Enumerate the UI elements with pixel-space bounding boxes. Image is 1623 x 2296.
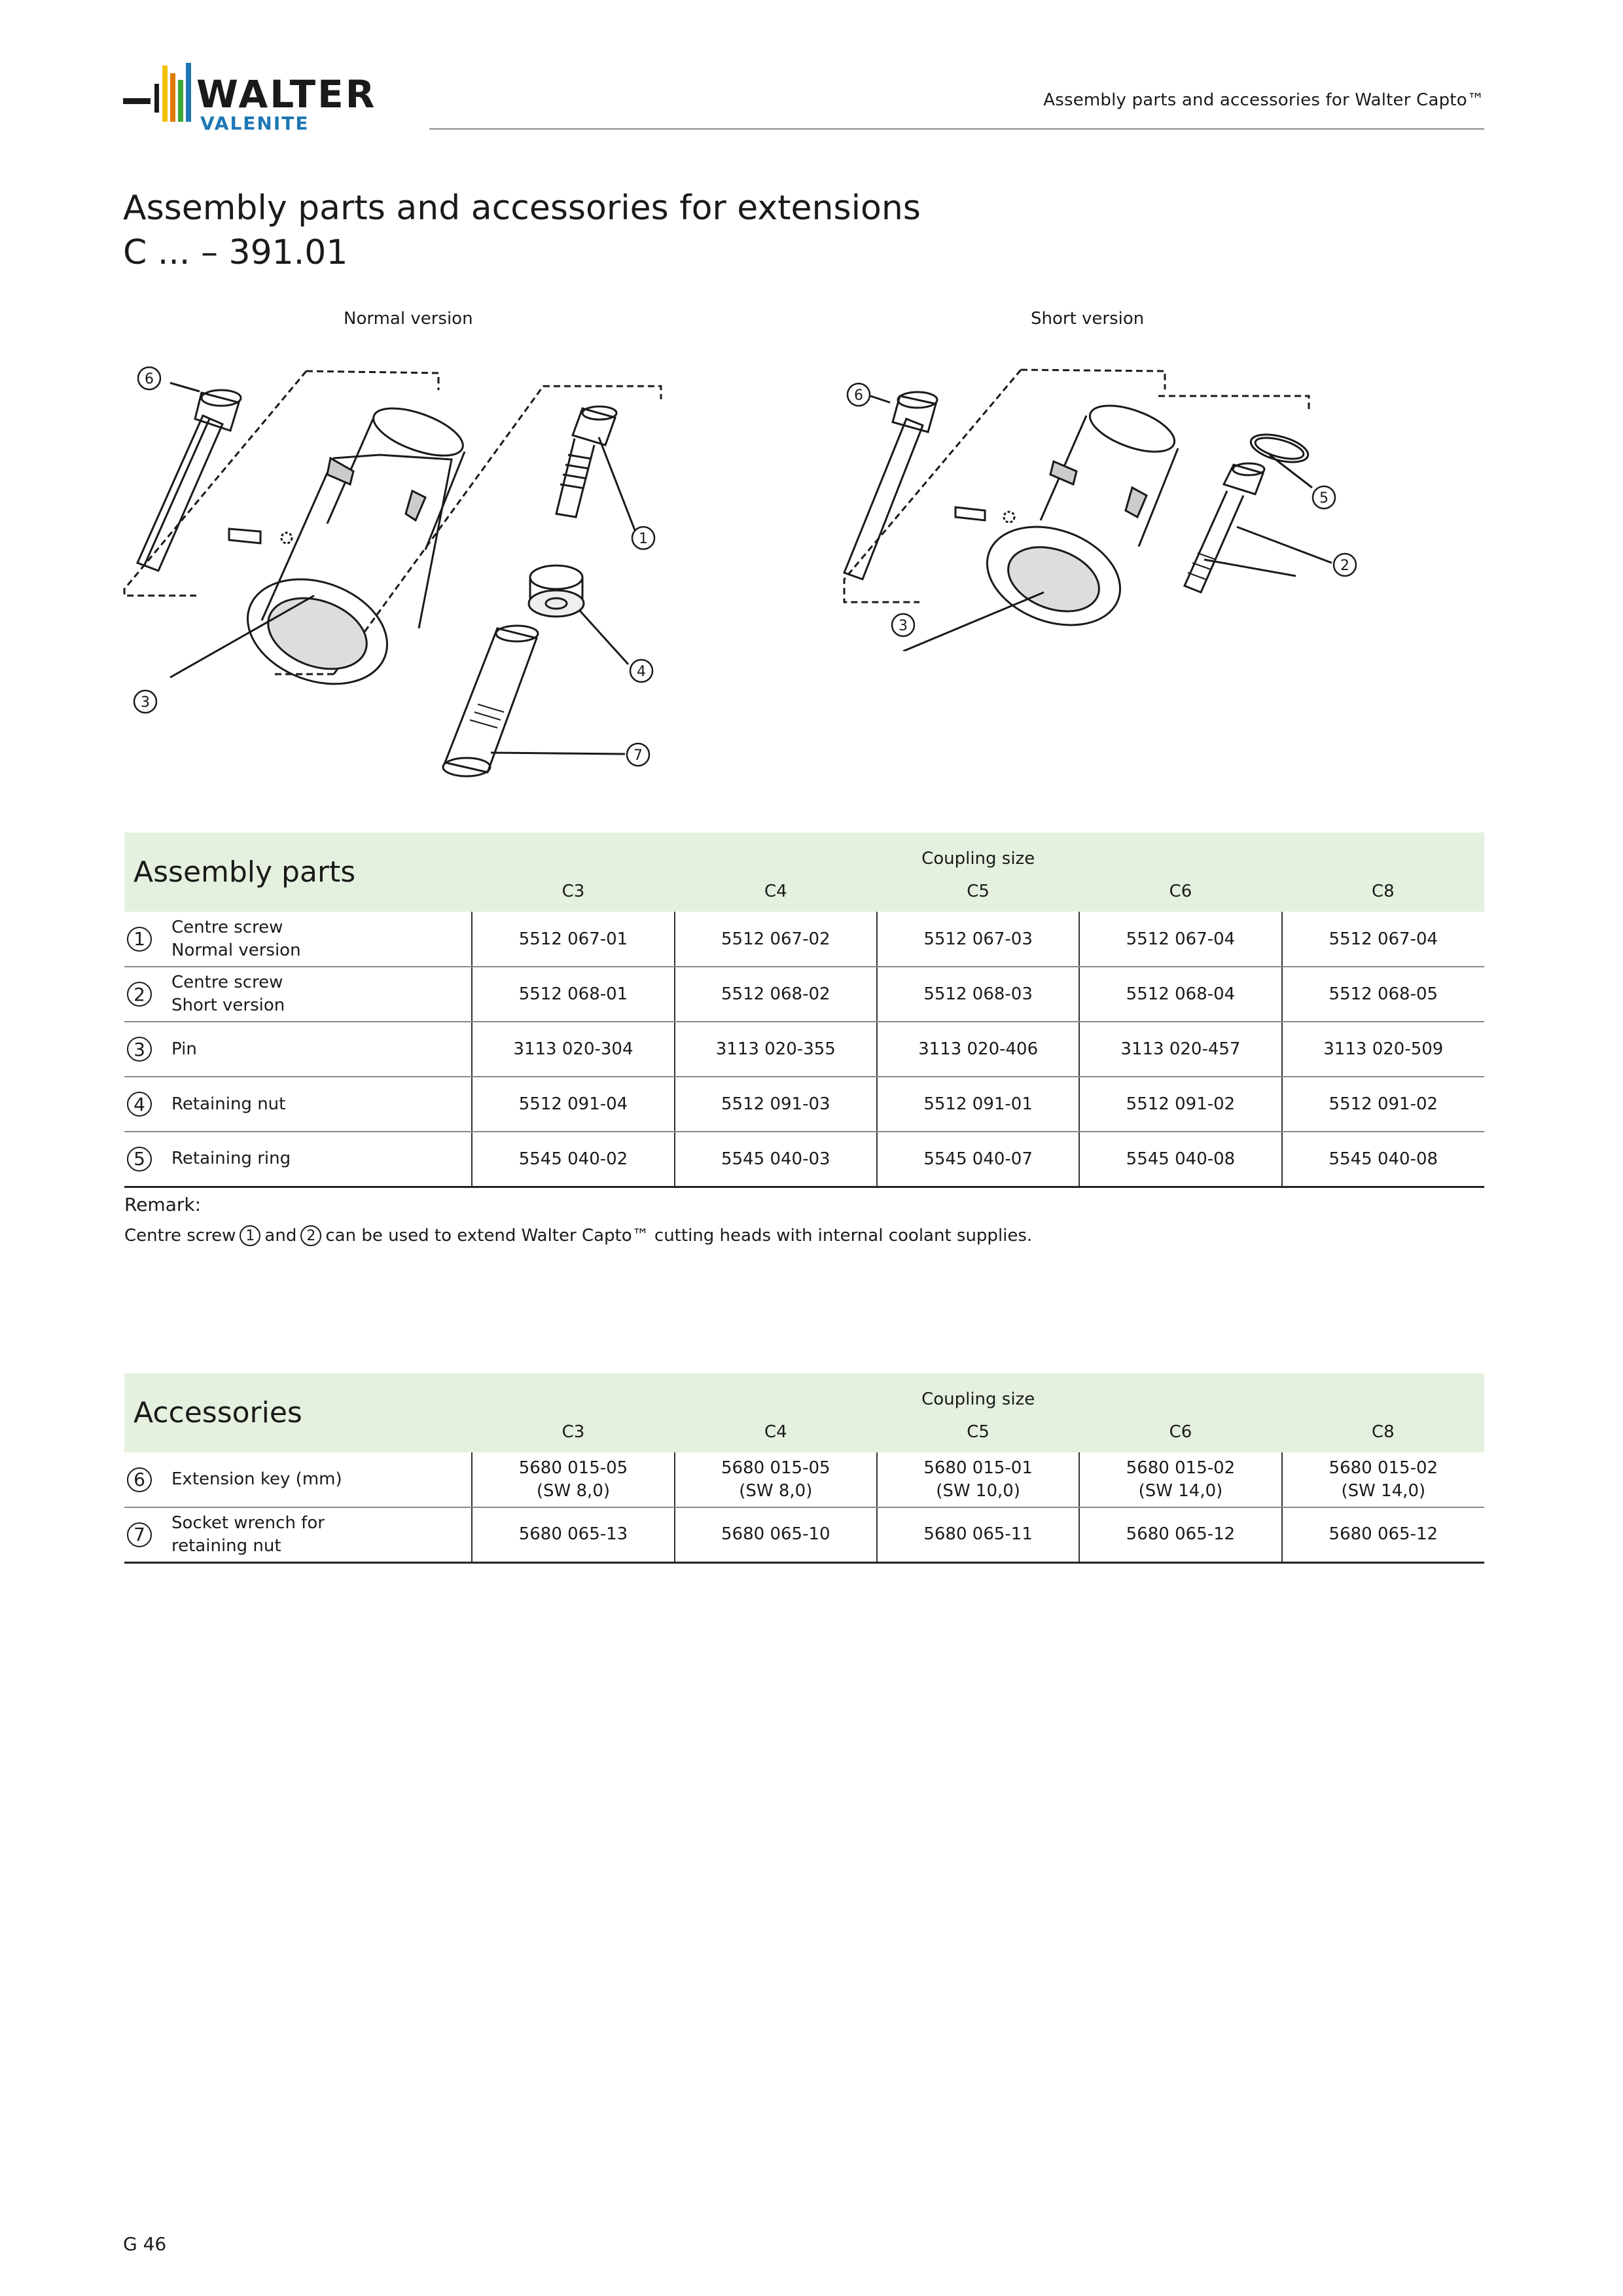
part-number: 3113 020-457 [1079, 1022, 1281, 1077]
normal-callout-4 [630, 660, 652, 682]
part-number: 5512 091-01 [877, 1077, 1079, 1132]
part-number: 5512 068-03 [877, 967, 1079, 1022]
row-description [124, 1077, 472, 1132]
row-description-wrap [124, 1037, 471, 1062]
svg-text:4: 4 [637, 664, 646, 680]
remark-text [124, 1225, 1032, 1246]
accessory-cell [1079, 1452, 1281, 1507]
part-number: 5512 068-05 [1282, 967, 1484, 1022]
svg-text:3: 3 [141, 694, 150, 711]
part-number: 3113 020-406 [877, 1022, 1079, 1077]
part-number: 5680 015-05 [518, 1458, 628, 1478]
svg-text:1: 1 [639, 531, 648, 547]
row-desc-line1: Centre screw [171, 973, 283, 992]
row-desc-line1: Pin [171, 1039, 197, 1059]
row-description-text [171, 1468, 342, 1491]
table-row [124, 1452, 1484, 1507]
row-description-text [171, 971, 285, 1017]
remark-conj: and [264, 1226, 297, 1246]
part-number: 5512 067-01 [472, 912, 674, 967]
table-row [124, 1507, 1484, 1562]
acc-size-col-c5: C5 [877, 1412, 1079, 1452]
row-description-wrap [124, 1512, 471, 1558]
svg-text:6: 6 [854, 387, 863, 404]
part-number: 5680 065-12 [1329, 1524, 1438, 1545]
part-number: 5680 015-01 [923, 1458, 1033, 1478]
size-col-c8: C8 [1282, 871, 1484, 912]
normal-version-drawing [118, 353, 681, 805]
acc-size-col-c6: C6 [1079, 1412, 1281, 1452]
short-version-caption: Short version [1031, 309, 1145, 329]
part-number: 5512 067-04 [1079, 912, 1281, 967]
accessory-cell [877, 1507, 1079, 1562]
part-number: 5512 091-04 [472, 1077, 674, 1132]
size-col-c5: C5 [877, 871, 1079, 912]
part-number: 5512 067-02 [675, 912, 877, 967]
svg-text:6: 6 [145, 371, 154, 387]
coupling-size-label: Coupling size [472, 833, 1484, 871]
part-size: (SW 14,0) [1341, 1480, 1426, 1501]
row-number-badge: 4 [127, 1092, 152, 1117]
remark-callout-1: 1 [240, 1225, 260, 1246]
row-description-text [171, 1038, 197, 1061]
accessory-cell [1282, 1507, 1484, 1562]
accessory-cell [472, 1452, 674, 1507]
row-desc-line1: Retaining nut [171, 1094, 286, 1114]
row-desc-line2: retaining nut [171, 1535, 281, 1556]
accessory-cell [1079, 1507, 1281, 1562]
row-number-badge: 6 [127, 1467, 152, 1492]
row-number-badge: 7 [127, 1522, 152, 1547]
row-desc-line1: Centre screw [171, 917, 283, 937]
page-number: G 46 [123, 2233, 167, 2255]
row-description [124, 967, 472, 1022]
normal-callout-3 [134, 691, 156, 713]
remark-callout-2: 2 [300, 1225, 321, 1246]
row-desc-line1: Retaining ring [171, 1149, 291, 1169]
row-description-wrap [124, 971, 471, 1017]
table-row [124, 912, 1484, 967]
row-description-wrap [124, 1467, 471, 1492]
row-description [124, 1022, 472, 1077]
table-row [124, 1077, 1484, 1132]
short-callout-6 [847, 384, 870, 406]
part-number: 5512 067-03 [877, 912, 1079, 967]
header-divider [429, 128, 1484, 130]
part-size: (SW 14,0) [1138, 1480, 1223, 1501]
part-number: 5545 040-08 [1079, 1132, 1281, 1187]
part-number: 5512 091-03 [675, 1077, 877, 1132]
row-description-text [171, 1147, 291, 1170]
walter-valenite-logo [123, 60, 404, 139]
row-description-text [171, 1512, 325, 1558]
short-version-drawing [825, 357, 1361, 651]
part-size: (SW 10,0) [936, 1480, 1020, 1501]
part-number: 5512 067-04 [1282, 912, 1484, 967]
row-description [124, 1132, 472, 1187]
part-number: 5512 091-02 [1079, 1077, 1281, 1132]
row-number-badge: 1 [127, 927, 152, 952]
row-number-badge: 5 [127, 1147, 152, 1172]
part-number: 5545 040-02 [472, 1132, 674, 1187]
part-number: 5680 065-12 [1126, 1524, 1236, 1545]
part-size: (SW 8,0) [536, 1480, 611, 1501]
accessory-cell [472, 1507, 674, 1562]
svg-text:3: 3 [899, 618, 908, 634]
part-number: 5680 065-11 [923, 1524, 1033, 1545]
table-row [124, 1132, 1484, 1187]
row-description [124, 912, 472, 967]
accessory-cell [877, 1452, 1079, 1507]
acc-size-col-c4: C4 [675, 1412, 877, 1452]
size-col-c6: C6 [1079, 871, 1281, 912]
page-title-line2: C ... – 391.01 [123, 233, 348, 272]
part-number: 5680 015-05 [721, 1458, 830, 1478]
row-number-badge: 2 [127, 982, 152, 1007]
part-number: 3113 020-355 [675, 1022, 877, 1077]
svg-text:7: 7 [633, 747, 643, 764]
row-description-wrap [124, 916, 471, 962]
part-number: 5680 015-02 [1329, 1458, 1438, 1478]
row-description-text [171, 1093, 285, 1116]
accessories-coupling-size-label: Coupling size [472, 1373, 1484, 1412]
accessory-cell [1282, 1452, 1484, 1507]
row-desc-line1: Extension key (mm) [171, 1469, 342, 1489]
row-description-text [171, 916, 301, 962]
svg-text:5: 5 [1319, 490, 1329, 507]
row-description [124, 1507, 472, 1562]
header-section-title: Assembly parts and accessories for Walter Capto™ [1043, 90, 1484, 110]
normal-version-caption: Normal version [344, 309, 473, 329]
row-desc-line2: Short version [171, 996, 285, 1015]
part-number: 5512 068-02 [675, 967, 877, 1022]
row-description [124, 1452, 472, 1507]
page-title-line1: Assembly parts and accessories for extensions [123, 188, 921, 228]
remark-label: Remark: [124, 1194, 202, 1215]
row-description-wrap [124, 1092, 471, 1117]
table-row [124, 967, 1484, 1022]
svg-text:2: 2 [1340, 558, 1349, 574]
part-number: 5512 068-04 [1079, 967, 1281, 1022]
part-number: 5545 040-07 [877, 1132, 1079, 1187]
size-col-c3: C3 [472, 871, 674, 912]
row-desc-line1: Socket wrench for [171, 1513, 325, 1533]
accessory-cell [675, 1452, 877, 1507]
remark-suffix: can be used to extend Walter Capto™ cutting heads with internal coolant supplies. [325, 1226, 1033, 1246]
accessories-table [124, 1373, 1484, 1564]
short-callout-5 [1313, 486, 1335, 509]
remark-prefix: Centre screw [124, 1226, 236, 1246]
page-title [123, 186, 921, 275]
short-callout-2 [1334, 554, 1356, 576]
assembly-parts-title: Assembly parts [124, 833, 472, 912]
size-col-c4: C4 [675, 871, 877, 912]
row-number-badge: 3 [127, 1037, 152, 1062]
part-size: (SW 8,0) [739, 1480, 813, 1501]
part-number: 5545 040-08 [1282, 1132, 1484, 1187]
part-number: 5680 065-13 [518, 1524, 628, 1545]
acc-size-col-c3: C3 [472, 1412, 674, 1452]
normal-callout-6 [138, 367, 160, 389]
normal-callout-7 [627, 744, 649, 766]
normal-callout-1 [632, 527, 654, 549]
part-number: 5680 065-10 [721, 1524, 830, 1545]
part-number: 3113 020-304 [472, 1022, 674, 1077]
short-callout-3 [892, 614, 914, 636]
row-desc-line2: Normal version [171, 940, 301, 960]
part-number: 3113 020-509 [1282, 1022, 1484, 1077]
assembly-parts-table [124, 833, 1484, 1188]
part-number: 5680 015-02 [1126, 1458, 1236, 1478]
part-number: 5545 040-03 [675, 1132, 877, 1187]
row-description-wrap [124, 1147, 471, 1172]
svg-text:WALTER: WALTER [196, 72, 377, 117]
accessory-cell [675, 1507, 877, 1562]
acc-size-col-c8: C8 [1282, 1412, 1484, 1452]
table-row [124, 1022, 1484, 1077]
part-number: 5512 091-02 [1282, 1077, 1484, 1132]
svg-text:VALENITE: VALENITE [200, 113, 310, 134]
accessories-title: Accessories [124, 1373, 472, 1452]
part-number: 5512 068-01 [472, 967, 674, 1022]
